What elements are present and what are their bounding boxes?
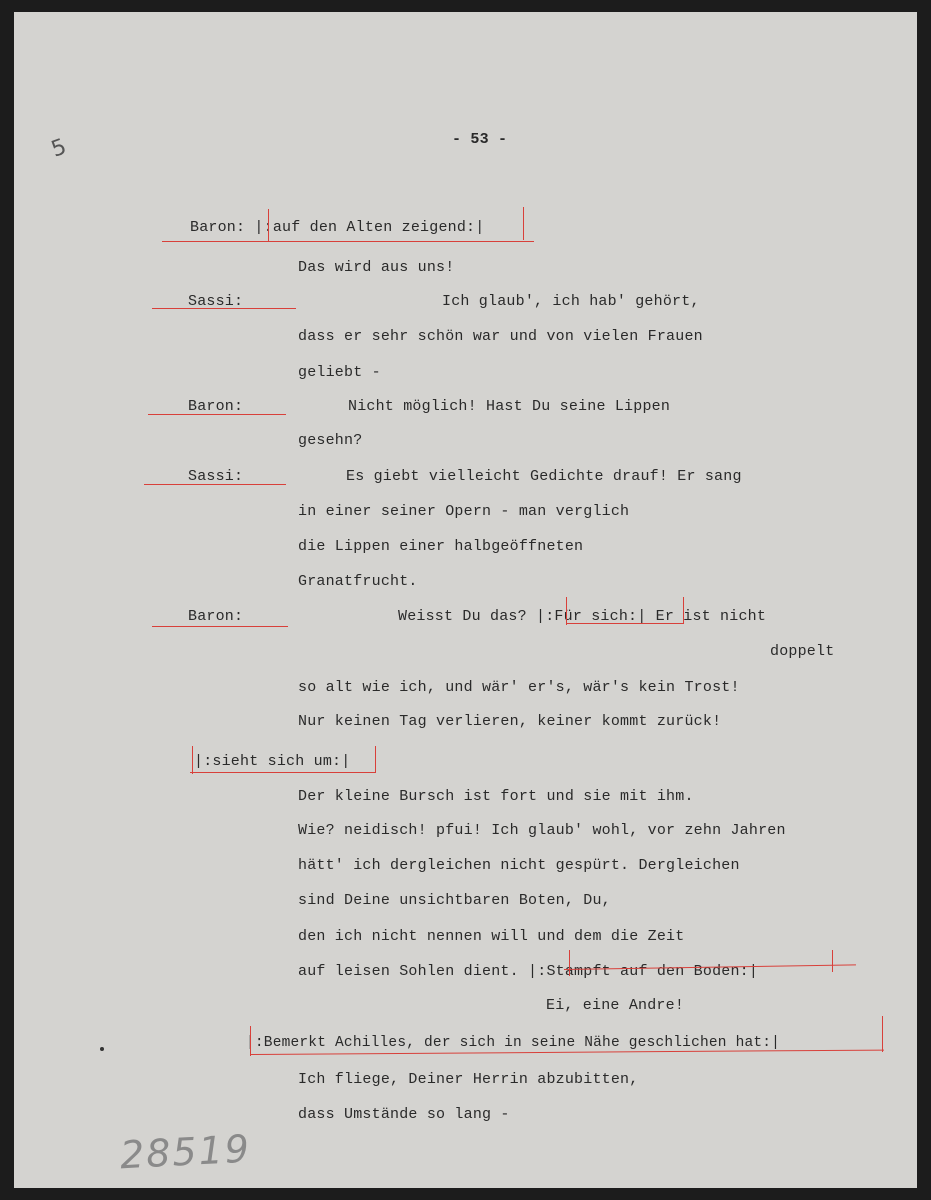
corner-mark: 5 <box>48 134 70 163</box>
line-21: Der kleine Bursch ist fort und sie mit ihm. <box>298 788 694 805</box>
ink-speck <box>100 1047 104 1051</box>
line-24: sind Deine unsichtbaren Boten, Du, <box>298 892 611 909</box>
line-8: Nicht möglich! Hast Du seine Lippen <box>348 398 671 415</box>
red-bracket <box>569 950 570 976</box>
line-20: |:sieht sich um:| <box>194 753 351 770</box>
line-3: Sassi: <box>188 293 244 310</box>
line-4: Ich glaub', ich hab' gehört, <box>442 293 700 310</box>
line-2: Das wird aus uns! <box>298 259 455 276</box>
line-16: Weisst Du das? |:Für sich:| Er ist nicht <box>398 608 767 625</box>
line-5: dass er sehr schön war und von vielen Frauen <box>298 328 703 345</box>
red-bracket <box>375 746 376 772</box>
line-1: Baron: |:auf den Alten zeigend:| <box>190 219 485 236</box>
line-28: |:Bemerkt Achilles, der sich in seine Nähe geschlichen hat:| <box>246 1035 781 1051</box>
red-bracket <box>250 1026 251 1056</box>
red-bracket <box>523 207 524 240</box>
archive-number: 28519 <box>118 1126 252 1178</box>
page-number: - 53 - <box>452 131 508 148</box>
red-underline <box>566 623 684 624</box>
red-bracket <box>882 1016 883 1052</box>
line-13: die Lippen einer halbgeöffneten <box>298 538 584 555</box>
red-bracket <box>832 950 833 972</box>
line-14: Granatfrucht. <box>298 573 418 590</box>
red-bracket <box>566 597 567 625</box>
line-27: Ei, eine Andre! <box>546 997 685 1014</box>
red-bracket <box>683 597 684 623</box>
line-9: gesehn? <box>298 432 363 449</box>
red-underline <box>152 308 296 309</box>
line-26: auf leisen Sohlen dient. |:Stampft auf den Boden:| <box>298 963 759 980</box>
red-bracket <box>192 746 193 774</box>
red-underline <box>190 772 376 773</box>
line-15: Baron: <box>188 608 244 625</box>
line-7: Baron: <box>188 398 244 415</box>
line-18: so alt wie ich, und wär' er's, wär's kein Trost! <box>298 679 740 696</box>
red-underline <box>148 414 286 415</box>
line-30: dass Umstände so lang - <box>298 1106 510 1123</box>
line-19: Nur keinen Tag verlieren, keiner kommt zurück! <box>298 713 722 730</box>
document-page <box>14 12 917 1188</box>
line-29: Ich fliege, Deiner Herrin abzubitten, <box>298 1071 639 1088</box>
red-bracket <box>268 209 269 241</box>
line-22: Wie? neidisch! pfui! Ich glaub' wohl, vor zehn Jahren <box>298 822 786 839</box>
line-6: geliebt - <box>298 364 381 381</box>
line-17: doppelt <box>770 643 835 660</box>
red-underline <box>152 626 288 627</box>
line-10: Sassi: <box>188 468 244 485</box>
line-12: in einer seiner Opern - man verglich <box>298 503 630 520</box>
line-23: hätt' ich dergleichen nicht gespürt. Dergleichen <box>298 857 740 874</box>
line-11: Es giebt vielleicht Gedichte drauf! Er sang <box>346 468 742 485</box>
red-underline <box>162 241 534 242</box>
red-underline <box>144 484 286 485</box>
line-25: den ich nicht nennen will und dem die Zeit <box>298 928 685 945</box>
